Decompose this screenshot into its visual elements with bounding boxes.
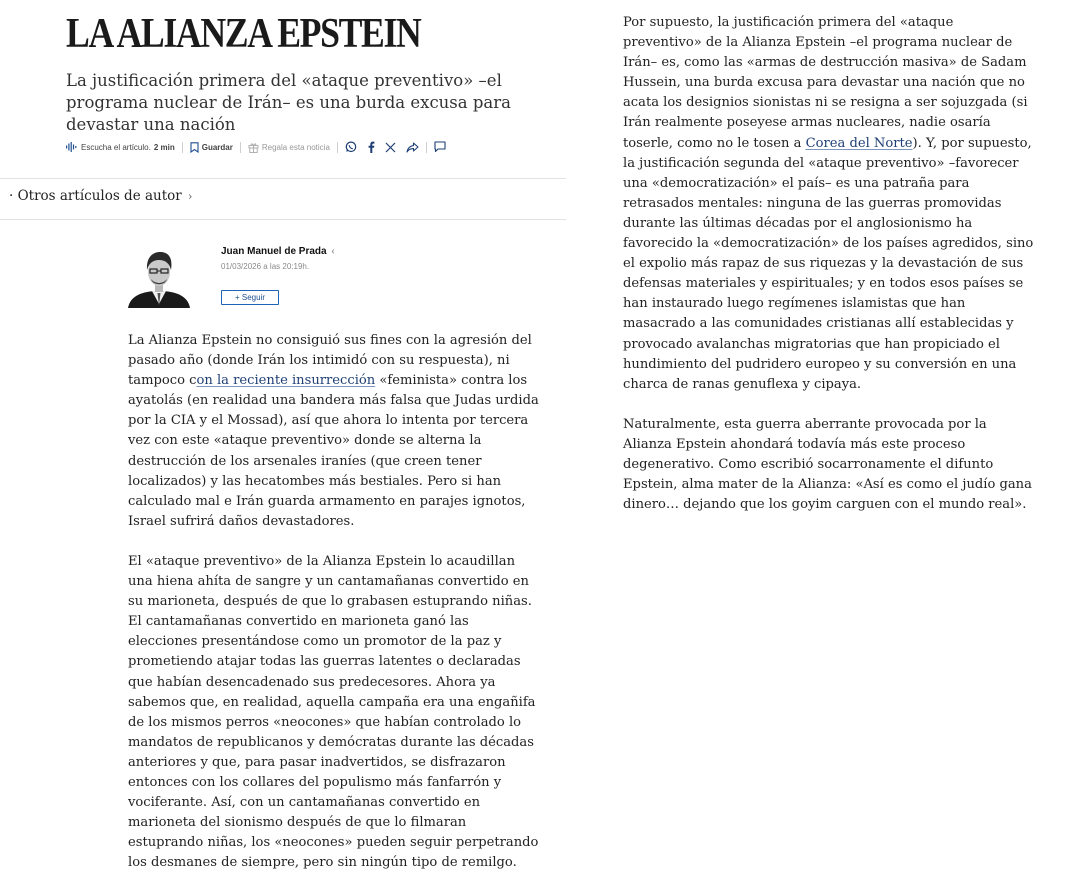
share-icon[interactable] (406, 142, 419, 153)
gift-label: Regala esta noticia (261, 142, 330, 152)
article-toolbar (66, 138, 446, 156)
other-articles-label: Otros artículos de autor (17, 188, 182, 204)
toolbar-divider (426, 142, 427, 153)
article-subtitle: La justificación primera del «ataque preventivo» –el programa nuclear de Irán– es una burda excusa para devastar una nación (66, 71, 511, 134)
listen-label: Escucha el artículo. (81, 142, 151, 152)
toolbar-divider (240, 142, 241, 153)
toolbar-divider (337, 142, 338, 153)
save-label: Guardar (201, 142, 233, 152)
article-body-right (623, 13, 1035, 535)
other-articles-bullet: · (9, 188, 14, 204)
paragraph-1: La Alianza Epstein no consiguió sus fines con la agresión del pasado año (donde Irán los intimidó con su respuesta), ni tampoco con la reciente insurrección «feminista» contra los ayatolás (en realidad una bandera más falsa que Judas urdida por la CIA y el Mossad), así que ahora lo intenta por tercera vez con este «ataque preventivo» donde se alterna la destrucción de los arsenales iraníes (que creen tener localizados) y las hecatombes más bestiales. Pero si han calculado mal e Irán guarda armamento en parajes ignotos, Israel sufrirá daños devastadores. (128, 333, 539, 529)
listen-duration: 2 min (153, 142, 175, 152)
chevron-left-icon: ‹ (331, 246, 335, 257)
comment-icon[interactable] (434, 141, 446, 153)
author-name: Juan Manuel de Prada (221, 246, 327, 257)
gift-button[interactable] (248, 142, 330, 153)
divider-bottom (0, 219, 566, 220)
author-name-link[interactable] (221, 246, 335, 257)
follow-button[interactable]: + Seguir (221, 290, 279, 305)
toolbar-divider (182, 142, 183, 153)
save-button[interactable] (190, 142, 233, 153)
facebook-icon[interactable] (367, 141, 375, 153)
audio-wave-icon (66, 142, 78, 152)
x-icon[interactable] (385, 142, 396, 153)
paragraph-3: Por supuesto, la justificación primera del «ataque preventivo» de la Alianza Epstein –el programa nuclear de Irán– es, como las «armas de destrucción masiva» de Sadam Hussein, una burda excusa para devastar una nación que no acata los designios sionistas ni se resigna a ser sojuzgada (si Irán realmente poseyese armas nucleares, nadie osaría toserle, como no le tosen a Corea del Norte). Y, por supuesto, la justificación segunda del «ataque preventivo» –favorecer una «democratización» el país– es una patraña para retrasados mentales: ninguna de las guerras promovidas durante las últimas décadas por el anglosionismo ha favorecido la «democratización» de los países agredidos, sino el expolio más rapaz de sus riquezas y la devastación de sus defensas materiales y espirituales; y en todos esos países se han instaurado luego regímenes islamistas que han masacrado a las comunidades cristianas allí establecidas y provocado avalanchas migratorias que han propiciado el hundimiento del pudridero europeo y su conversión en una charca de ranas genuflexa y cipaya. (623, 15, 1034, 392)
publish-date: 01/03/2026 a las 20:19h. (221, 262, 310, 271)
chevron-right-icon: › (188, 190, 193, 203)
insurrection-link[interactable]: on la reciente insurrección (196, 373, 376, 389)
whatsapp-icon[interactable] (345, 141, 357, 153)
article-body-left (128, 331, 540, 893)
paragraph-4: Naturalmente, esta guerra aberrante provocada por la Alianza Epstein ahondará todavía más este proceso degenerativo. Como escribió socarronamente el difunto Epstein, alma mater de la Alianza: «Así es como el judío gana dinero… dejando que los goyim carguen con el mundo real». (623, 416, 1032, 513)
north-korea-link[interactable]: Corea del Norte (805, 135, 913, 151)
gift-icon (248, 142, 259, 153)
author-avatar (128, 246, 190, 308)
paragraph-2: El «ataque preventivo» de la Alianza Epstein lo acaudillan una hiena ahíta de sangre y un cantamañanas convertido en su marioneta, después de que lo grabasen estuprando niñas. El cantamañanas convertido en marioneta ganó las elecciones presentándose como un promotor de la paz y prometiendo atajar todas las guerras latentes o declaradas que habían desencadenado sus predecesores. Ahora ya sabemos que, en realidad, aquella campaña era una engañifa de los mismos perros «neocones» que habían controlado lo mandatos de republicanos y demócratas durante las décadas anteriores y que, para pasar inadvertidos, se disfrazaron entonces con los collares del populismo más fanfarrón y vociferante. Así, con un cantamañanas convertido en marioneta del sionismo después de que lo filmaran estuprando niñas, los «neocones» pueden seguir perpetrando los desmanes de siempre, pero sin ningún tipo de remilgo. (128, 553, 539, 871)
divider-top (0, 178, 566, 179)
article-title: LA ALIANZA EPSTEIN (66, 11, 421, 57)
bookmark-icon (190, 142, 199, 153)
other-articles-link[interactable] (9, 188, 192, 204)
listen-button[interactable] (66, 142, 175, 152)
